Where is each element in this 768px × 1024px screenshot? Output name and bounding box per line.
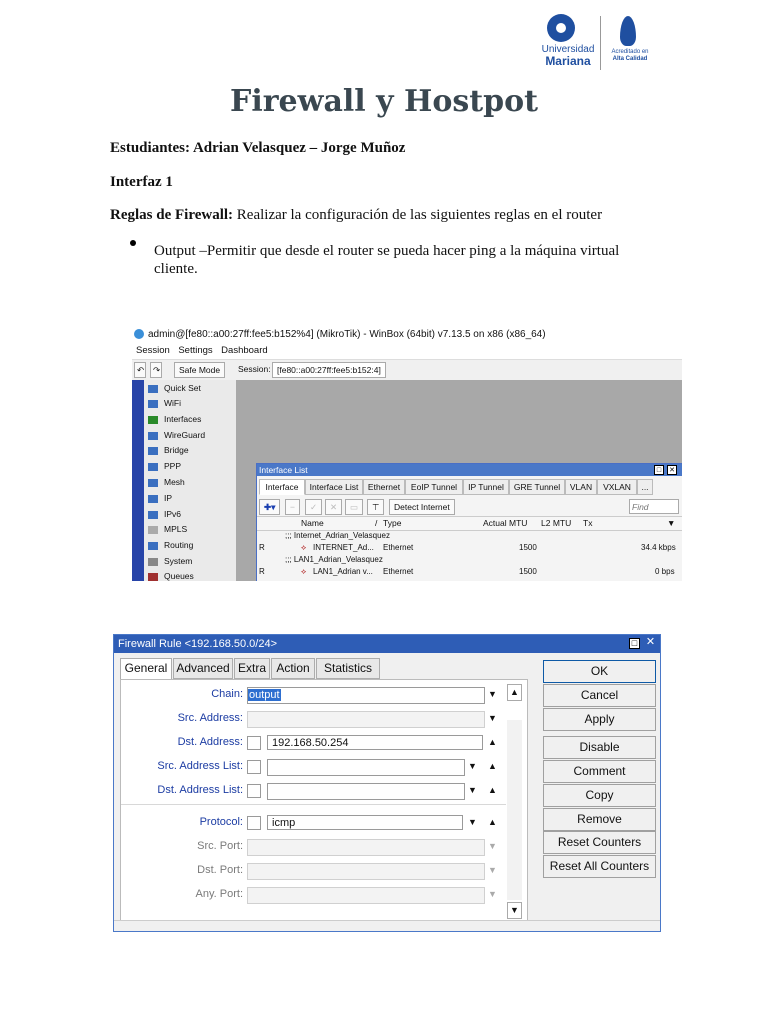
table-row[interactable] [257, 554, 682, 566]
nav-label: IP [164, 493, 173, 503]
protocol-label: Protocol: [199, 816, 243, 828]
firewall-rule-window [113, 634, 661, 932]
menu-settings[interactable]: Settings [178, 345, 213, 356]
section-divider [121, 804, 506, 805]
dst-port-label: Dst. Port: [197, 864, 243, 876]
dropdown-icon[interactable]: ▼ [488, 713, 497, 723]
dropdown-icon[interactable]: ▼ [468, 817, 477, 827]
tab-more[interactable]: ... [637, 479, 653, 495]
tab-advanced[interactable]: Advanced [173, 658, 233, 679]
tab-interface-list[interactable]: Interface List [305, 479, 363, 495]
nav-label: WireGuard [164, 430, 206, 440]
row-tx: 0 bps [655, 567, 675, 576]
protocol-field[interactable]: icmp [267, 815, 463, 830]
interface-table-header [257, 516, 682, 531]
dst-address-field[interactable]: 192.168.50.254 [267, 735, 483, 750]
routing-icon [148, 542, 158, 550]
nav-item-wireguard[interactable] [148, 428, 205, 443]
wireguard-icon [148, 432, 158, 440]
collapse-icon[interactable]: ▲ [488, 817, 497, 827]
nav-item-mpls[interactable] [148, 522, 187, 537]
tab-general[interactable]: General [120, 658, 172, 680]
column-l2-mtu[interactable]: L2 MTU [541, 518, 572, 528]
accreditation-line1: Acreditado en [611, 49, 649, 55]
src-address-row [121, 712, 243, 727]
remove-button[interactable]: Remove [543, 808, 656, 831]
column-actual-mtu[interactable]: Actual MTU [483, 518, 528, 528]
nav-label: Queues [164, 571, 194, 581]
nav-label: PPP [164, 461, 182, 471]
protocol-row [121, 816, 243, 831]
system-icon [148, 558, 158, 566]
sort-icon: / [375, 518, 378, 528]
any-port-row [121, 888, 243, 903]
filter-icon[interactable]: ⊤ [367, 499, 384, 515]
ethernet-icon: ⟡ [301, 567, 307, 576]
ok-button[interactable]: OK [543, 660, 656, 683]
collapse-icon[interactable]: ▲ [488, 737, 497, 747]
disable-button[interactable]: Disable [543, 736, 656, 759]
winbox-app-icon [134, 329, 144, 339]
src-port-field[interactable] [247, 839, 485, 856]
remove-icon[interactable]: − [285, 499, 300, 515]
chain-row [121, 688, 243, 703]
winbox-nav [144, 380, 236, 581]
maximize-icon[interactable]: □ [654, 465, 664, 475]
collapse-icon[interactable]: ▲ [488, 761, 497, 771]
dropdown-icon[interactable]: ▼ [468, 785, 477, 795]
comment-icon[interactable]: ▭ [345, 499, 363, 515]
rules-text: Realizar la configuración de las siguientes reglas en el router [233, 207, 603, 223]
tab-extra[interactable]: Extra [234, 658, 270, 679]
table-row[interactable] [257, 530, 682, 542]
dropdown-icon[interactable]: ▼ [488, 865, 497, 875]
src-address-list-negate-checkbox[interactable] [247, 760, 261, 774]
close-icon[interactable]: ✕ [645, 636, 656, 648]
university-seal-icon [547, 14, 575, 42]
column-type[interactable]: Type [383, 518, 402, 528]
accreditation-line2: Alta Calidad [612, 56, 648, 62]
bridge-icon [148, 447, 158, 455]
nav-item-ipv6[interactable] [148, 507, 181, 522]
dropdown-icon[interactable]: ▼ [488, 889, 497, 899]
university-name-line2: Mariana [545, 54, 591, 68]
tab-interface[interactable]: Interface [259, 479, 305, 495]
nav-label: Mesh [164, 477, 185, 487]
dst-address-list-negate-checkbox[interactable] [247, 784, 261, 798]
general-tab-panel [120, 679, 528, 921]
row-comment: ;;; LAN1_Adrian_Velasquez [285, 555, 383, 564]
nav-label: Quick Set [164, 383, 201, 393]
nav-label: Routing [164, 540, 194, 550]
interface-list-title: Interface List [259, 465, 308, 475]
safe-mode-button[interactable]: Safe Mode [174, 362, 225, 378]
winbox-menubar [132, 345, 270, 357]
dst-address-list-field[interactable] [267, 783, 465, 800]
collapse-icon[interactable]: ▲ [488, 785, 497, 795]
mesh-icon [148, 479, 158, 487]
queues-icon [148, 573, 158, 581]
dst-port-field[interactable] [247, 863, 485, 880]
nav-item-interfaces[interactable] [148, 412, 201, 427]
universidad-mariana-logo [533, 14, 599, 70]
menu-dashboard[interactable]: Dashboard [221, 345, 268, 356]
dropdown-icon[interactable]: ▼ [488, 841, 497, 851]
winbox-screenshot [132, 325, 682, 581]
bullet-icon [130, 240, 136, 246]
dropdown-icon[interactable]: ▼ [468, 761, 477, 771]
dst-address-row [121, 736, 243, 751]
tab-ethernet[interactable]: Ethernet [363, 479, 405, 495]
interface-list-toolbar [257, 498, 682, 516]
rules-line [110, 207, 602, 224]
apply-button[interactable]: Apply [543, 708, 656, 731]
row-tx: 34.4 kbps [641, 543, 676, 552]
cancel-button[interactable]: Cancel [543, 684, 656, 707]
tab-action[interactable]: Action [271, 658, 315, 679]
scrollbar-track[interactable] [507, 720, 522, 900]
row-comment: ;;; Internet_Adrian_Velasquez [285, 531, 390, 540]
copy-button[interactable]: Copy [543, 784, 656, 807]
chain-label: Chain: [211, 688, 243, 700]
src-address-list-label: Src. Address List: [157, 760, 243, 772]
university-name-line1: Universidad [541, 44, 595, 55]
winbox-toolbar [132, 359, 682, 381]
document-title: Firewall y Hostpot [230, 84, 538, 119]
interface-list-titlebar [257, 464, 682, 476]
redo-icon[interactable]: ↷ [150, 362, 162, 378]
ethernet-icon: ⟡ [301, 543, 307, 552]
session-field[interactable]: [fe80::a00:27ff:fee5:b152:4] [272, 362, 386, 378]
column-menu-icon[interactable]: ▼ [667, 518, 676, 528]
dst-address-label: Dst. Address: [177, 736, 243, 748]
winbox-titlebar [132, 325, 682, 343]
tab-eoip-tunnel[interactable]: EoIP Tunnel [405, 479, 463, 495]
disable-icon[interactable]: ✕ [325, 499, 342, 515]
src-address-list-field[interactable] [267, 759, 465, 776]
table-row[interactable] [257, 542, 682, 554]
maximize-icon[interactable]: □ [629, 638, 640, 649]
any-port-label: Any. Port: [195, 888, 243, 900]
tab-vxlan[interactable]: VXLAN [597, 479, 637, 495]
src-address-label: Src. Address: [177, 712, 243, 724]
accreditation-logo [604, 14, 654, 70]
scroll-up-icon[interactable]: ▲ [507, 684, 522, 701]
session-label: Session: [238, 364, 271, 374]
dst-address-list-label: Dst. Address List: [157, 784, 243, 796]
column-name[interactable]: Name [301, 518, 324, 528]
dst-address-list-row [121, 784, 243, 799]
any-port-field[interactable] [247, 887, 485, 904]
winbox-title: admin@[fe80::a00:27ff:fee5:b152%4] (MikroTik) - WinBox (64bit) v7.13.5 on x86 (x86_64) [148, 329, 546, 340]
scroll-down-icon[interactable]: ▼ [507, 902, 522, 919]
close-icon[interactable]: ✕ [667, 465, 677, 475]
nav-item-queues[interactable] [148, 569, 194, 581]
detect-internet-button[interactable]: Detect Internet [389, 499, 455, 515]
mpls-icon [148, 526, 158, 534]
bullet-text: Output –Permitir que desde el router se pueda hacer ping a la máquina virtual cliente. [154, 243, 620, 277]
nav-label: Bridge [164, 445, 189, 455]
nav-item-bridge[interactable] [148, 443, 189, 458]
undo-icon[interactable]: ↶ [134, 362, 146, 378]
nav-item-system[interactable] [148, 554, 192, 569]
interfaces-icon [148, 416, 158, 424]
tab-vlan[interactable]: VLAN [565, 479, 597, 495]
enable-icon[interactable]: ✓ [305, 499, 322, 515]
firewall-rule-title: Firewall Rule <192.168.50.0/24> [118, 638, 277, 650]
nav-label: System [164, 556, 193, 566]
reset-all-counters-button[interactable]: Reset All Counters [543, 855, 656, 878]
dst-address-negate-checkbox[interactable] [247, 736, 261, 750]
row-type: Ethernet [383, 567, 414, 576]
src-port-label: Src. Port: [197, 840, 243, 852]
menu-session[interactable]: Session [136, 345, 170, 356]
logo-divider [600, 16, 601, 70]
quick-set-icon [148, 385, 158, 393]
src-port-row [121, 840, 243, 855]
nav-item-ip[interactable] [148, 491, 172, 506]
row-name: LAN1_Adrian v... [313, 567, 373, 576]
nav-label: WiFi [164, 398, 181, 408]
row-name: INTERNET_Ad... [313, 543, 374, 552]
row-type: Ethernet [383, 543, 414, 552]
add-icon[interactable]: ✚▾ [259, 499, 280, 515]
students-line: Estudiantes: Adrian Velasquez – Jorge Muñoz [110, 140, 406, 156]
row-flag: R [259, 543, 265, 552]
row-mtu: 1500 [519, 543, 537, 552]
ppp-icon [148, 463, 158, 471]
find-input[interactable] [629, 499, 679, 514]
rules-label: Reglas de Firewall: [110, 207, 234, 223]
chain-value: output [249, 689, 280, 701]
protocol-negate-checkbox[interactable] [247, 816, 261, 830]
column-tx[interactable]: Tx [583, 518, 593, 528]
tab-ip-tunnel[interactable]: IP Tunnel [463, 479, 509, 495]
nav-item-mesh[interactable] [148, 475, 185, 490]
chain-field[interactable] [247, 687, 485, 704]
comment-button[interactable]: Comment [543, 760, 656, 783]
torch-icon [620, 16, 636, 46]
nav-item-ppp[interactable] [148, 459, 181, 474]
status-bar [114, 920, 660, 932]
table-row[interactable] [257, 566, 682, 578]
tab-gre-tunnel[interactable]: GRE Tunnel [509, 479, 565, 495]
nav-item-wifi[interactable] [148, 396, 181, 411]
dst-port-row [121, 864, 243, 879]
nav-label: Interfaces [164, 414, 202, 424]
wifi-icon [148, 400, 158, 408]
nav-item-quick-set[interactable] [148, 381, 201, 396]
ipv6-icon [148, 511, 158, 519]
reset-counters-button[interactable]: Reset Counters [543, 831, 656, 854]
nav-label: IPv6 [164, 509, 182, 519]
firewall-rule-titlebar [114, 635, 660, 653]
tab-statistics[interactable]: Statistics [316, 658, 380, 679]
src-address-field[interactable] [247, 711, 485, 728]
row-flag: R [259, 567, 265, 576]
src-address-list-row [121, 760, 243, 775]
dropdown-icon[interactable]: ▼ [488, 689, 497, 699]
interface-list-window [256, 463, 682, 581]
nav-label: MPLS [164, 524, 188, 534]
nav-item-routing[interactable] [148, 538, 193, 553]
ip-icon [148, 495, 158, 503]
row-mtu: 1500 [519, 567, 537, 576]
interface-heading: Interfaz 1 [110, 174, 173, 190]
winbox-sidebar-strip [132, 380, 144, 581]
